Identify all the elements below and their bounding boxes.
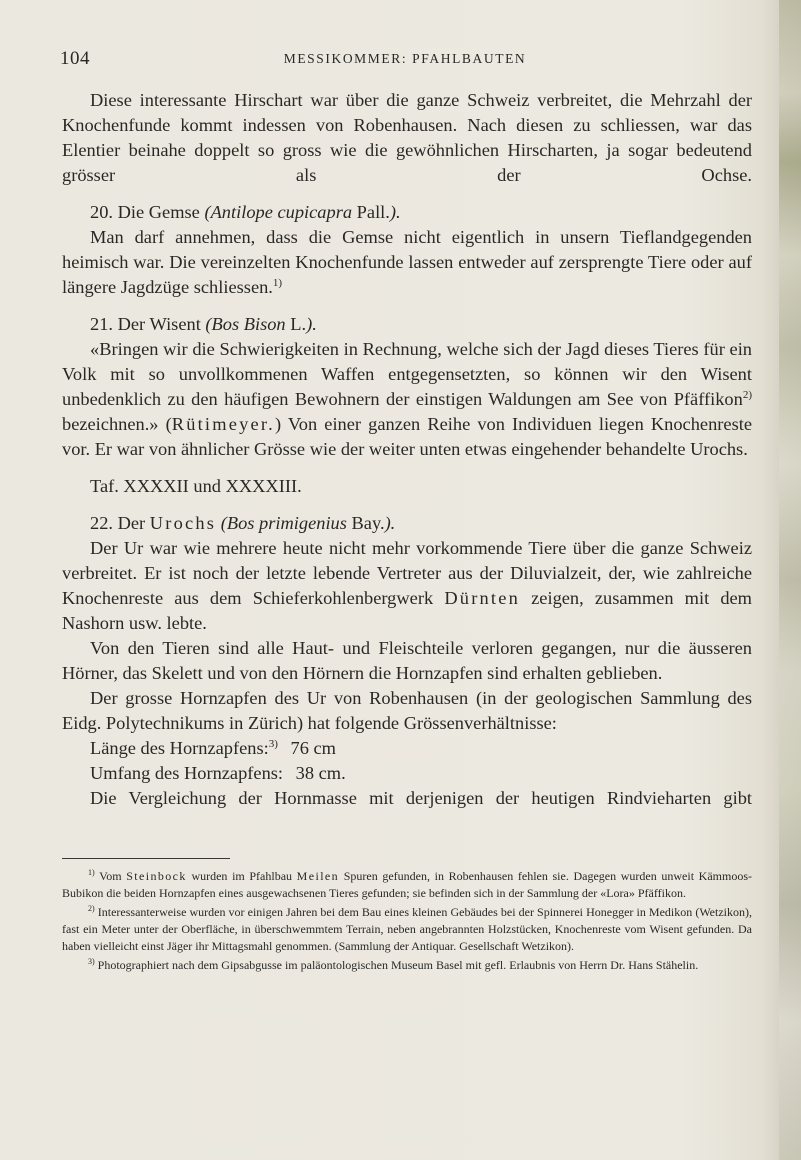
latin-name: Bos primigenius xyxy=(226,513,347,533)
page-header xyxy=(60,48,760,72)
section-heading-wisent: 21. Der Wisent (Bos Bison L.). xyxy=(90,314,317,334)
paragraph-elk: Diese interessante Hirschart war über die ganze Schweiz verbreitet, die Mehrzahl der Knochenfunde kommt indessen von Robenhausen. Nach diesen zu schliessen, war das Elentier beinahe doppelt so gross wie die gewöhnlichen Hirscharten, ja sogar bedeutend grösser als der Ochse. xyxy=(62,90,752,185)
section-heading-gemse: 20. Die Gemse (Antilope cupicapra Pall.). xyxy=(90,202,401,222)
measurement-circumference: Umfang des Hornzapfens: 38 cm. xyxy=(90,763,346,783)
latin-name: Bos Bison xyxy=(211,314,286,334)
paragraph-urochs-1: Der Ur war wie mehrere heute nicht mehr vorkommende Tiere über die ganze Schweiz verbreitet. Er ist noch der letzte lebende Vertreter aus der Diluvialzeit, der, wie zahlreiche Knochenreste aus dem Schieferkohlenbergwerk Dürnten zeigen, zusammen mit dem Nashorn usw. lebte. xyxy=(62,538,752,633)
page-edge-shadow xyxy=(779,0,801,1160)
paragraph-gemse: Man darf annehmen, dass die Gemse nicht eigentlich in unsern Tieflandgegenden heimisch war. Die vereinzelten Knochenfunde lassen entweder auf zersprengte Tiere oder auf längere Jagdzüge schliessen.$^{1)}$ xyxy=(62,227,752,297)
author-name: Rütimeyer. xyxy=(171,414,275,434)
footnote-ref-1: 1) xyxy=(272,277,283,289)
paragraph-wisent: «Bringen wir die Schwierigkeiten in Rechnung, welche sich der Jagd dieses Tieres für ein Volk mit so unvollkommenen Waffen entgegensetzten, so können wir den Wisent unbedenklich zu den häufigen Bewohnern der einstigen Waldungen am See von Pfäffikon$^{2)}$ bezeichnen.» (Rütimeyer.) Von einer ganzen Reihe von Individuen liegen Knochenreste vor. Er war von ähnlicher Grösse wie der weiter unten etwas eingehender behandelte Urochs. xyxy=(62,339,752,459)
paragraph-urochs-4: Die Vergleichung der Hornmasse mit derjenigen der heutigen Rindvieharten gibt xyxy=(90,788,752,808)
footnotes xyxy=(62,868,752,976)
footnote-1: $^{1)}$ Vom Steinbock wurden im Pfahlbau Meilen Spuren gefunden, in Robenhausen fehlen sie. Dagegen wurden unweit Kämmoos-Bubikon die beiden Hornzapfen eines ausgewachsenen Tieres gefunden; sie befinden sich in der Sammlung der «Lora» Pfäffikon. xyxy=(62,868,753,900)
latin-name: Antilope cupicapra xyxy=(210,202,353,222)
paragraph-urochs-2: Von den Tieren sind alle Haut- und Fleischteile verloren gegangen, nur die äusseren Hörner, das Skelett und von den Hörnern die Hornzapfen sind erhalten geblieben. xyxy=(62,638,752,683)
footnote-3: $^{3)}$ Photographiert nach dem Gipsabgusse im paläontologischen Museum Basel mit gefl. Erlaubnis von Herrn Dr. Hans Stähelin. xyxy=(88,957,699,972)
page-number: 104 xyxy=(60,48,90,69)
paragraph-urochs-3: Der grosse Hornzapfen des Ur von Robenhausen (in der geologischen Sammlung des Eidg. Polytechnikums in Zürich) hat folgende Grössenverhältnisse: xyxy=(62,688,752,733)
section-heading-urochs: 22. Der Urochs (Bos primigenius Bay.). xyxy=(90,513,396,533)
footnote-ref-3: 3) xyxy=(268,738,278,750)
measurement-length: Länge des Hornzapfens:$^{3)}$ 76 cm xyxy=(90,738,336,758)
footnote-ref-2: 2) xyxy=(742,389,752,401)
footnote-divider xyxy=(62,858,230,859)
main-text xyxy=(62,88,752,811)
place-name: Dürnten xyxy=(444,588,520,608)
footnote-2: $^{2)}$ Interessanterweise wurden vor einigen Jahren bei dem Bau eines kleinen Gebäudes bei der Spinnerei Honegger in Medikon (Wetzikon), fast ein Meter unter der Oberfläche, in überschwemmtem Terrain, neben angebrannten Holzstücken, Knochenreste vom Wisent gefunden. Da haben vielleicht einst Jäger ihr Mittagsmahl genommen. (Sammlung der Antiquar. Gesellschaft Wetzikon). xyxy=(62,904,752,953)
plates-reference: Taf. XXXXII und XXXXIII. xyxy=(90,476,302,496)
running-head: MESSIKOMMER: PFAHLBAUTEN xyxy=(283,51,527,66)
